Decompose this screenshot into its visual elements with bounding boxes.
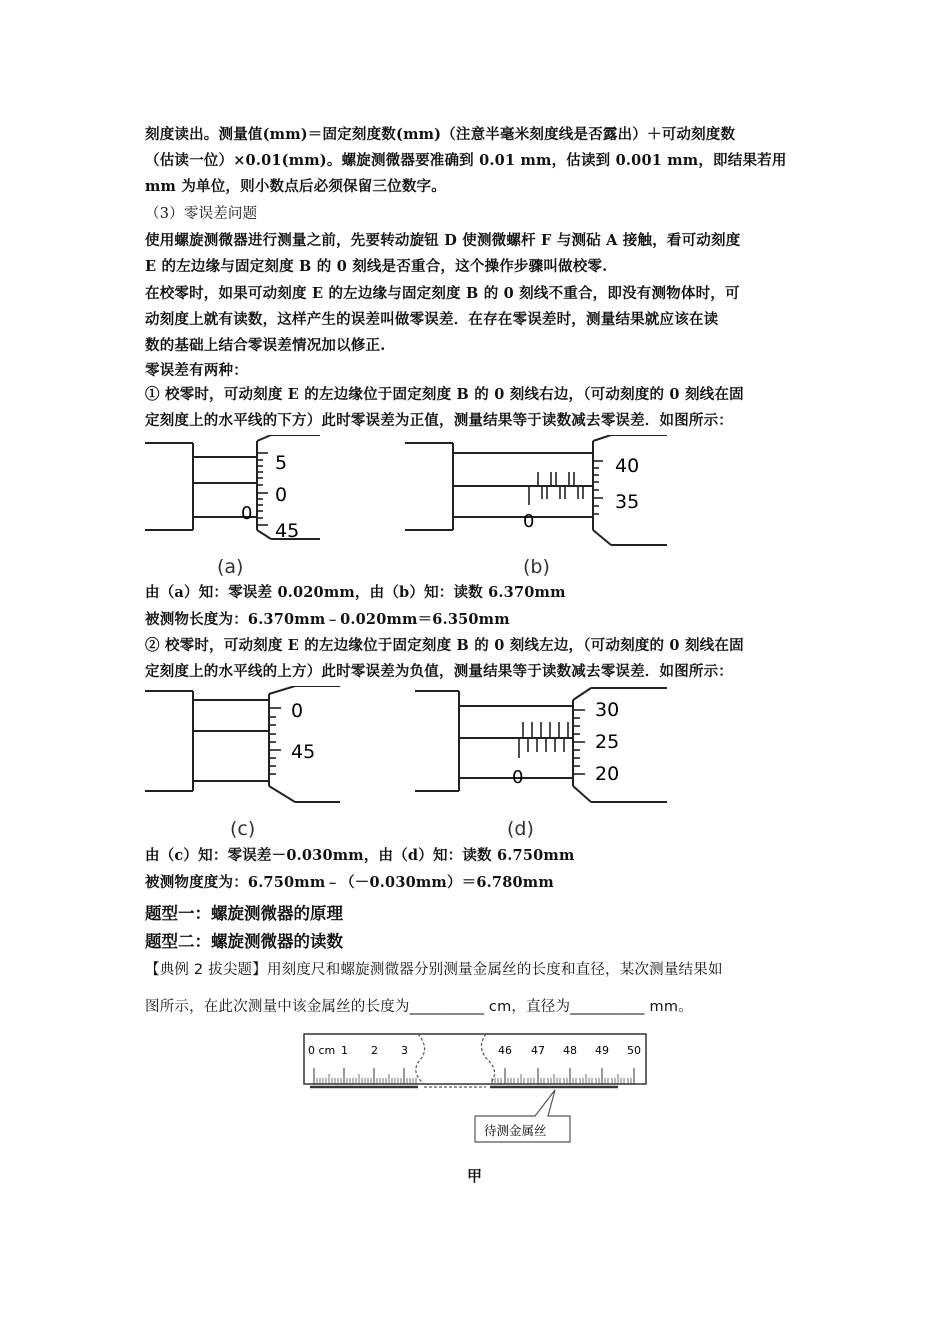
ruler-label-50: 50 [627,1044,641,1057]
fig-a-caption: (a) [217,556,244,578]
ruler-label-48: 48 [563,1044,577,1057]
fig-b-label-35: 35 [615,491,640,513]
case2-line1: ② 校零时，可动刻度 E 的左边缘位于固定刻度 B 的 0 刻线左边，（可动刻度的 0 刻线在固 [145,637,744,654]
fig-c-label-0: 0 [291,700,304,722]
ruler-label-3: 3 [401,1044,408,1057]
ruler-label-1: 1 [341,1044,348,1057]
ruler-label-47: 47 [531,1044,545,1057]
para2-line1: 使用螺旋测微器进行测量之前，先要转动旋钮 D 使测微螺杆 F 与测砧 A 接触，看可动刻度 [145,232,741,249]
micrometer-figure-b [405,435,675,580]
micrometer-figure-d [415,686,675,841]
result1-line2: 被测物长度为：6.370mm﹣0.020mm＝6.350mm [145,611,510,628]
fig-d-caption: (d) [507,818,534,840]
ruler-label-2: 2 [371,1044,378,1057]
para1-line2: （估读一位）×0.01(mm)。螺旋测微器要准确到 0.01 mm，估读到 0.001 mm，即结果若用 [145,152,787,169]
example-line2: 图所示，在此次测量中该金属丝的长度为__________ cm，直径为__________ mm。 [145,999,693,1015]
case1-line2: 定刻度上的水平线的下方）此时零误差为正值，测量结果等于读数减去零误差．如图所示： [145,412,733,429]
para2-line2: E 的左边缘与固定刻度 B 的 0 刻线是否重合，这个操作步骤叫做校零. [145,258,608,275]
para3-line1: 在校零时，如果可动刻度 E 的左边缘与固定刻度 B 的 0 刻线不重合，即没有测物体时，可 [145,285,740,302]
ruler-figure [300,1030,650,1150]
figure-jia-caption: 甲 [467,1167,483,1185]
type2-heading: 题型二：螺旋测微器的读数 [145,932,343,951]
ruler-label-0cm: 0 cm [308,1044,336,1057]
fig-d-fixed-zero: 0 [512,767,524,788]
result2-line1: 由（c）知：零误差－0.030mm，由（d）知：读数 6.750mm [145,847,575,864]
section3-title: （3）零误差问题 [145,206,258,222]
example-line1: 【典例 2 拔尖题】用刻度尺和螺旋测微器分别测量金属丝的长度和直径，某次测量结果如 [145,962,723,978]
para1-line3: mm 为单位，则小数点后必须保留三位数字。 [145,178,446,195]
fig-a-fixed-zero: 0 [241,503,253,524]
ruler-label-49: 49 [595,1044,609,1057]
micrometer-figure-a [145,435,320,580]
fig-d-label-25: 25 [595,731,620,753]
case2-line2: 定刻度上的水平线的上方）此时零误差为负值，测量结果等于读数减去零误差．如图所示： [145,663,733,680]
fig-c-caption: (c) [230,818,256,840]
fig-b-fixed-zero: 0 [523,511,535,532]
ruler-callout: 待测金属丝 [484,1123,547,1138]
fig-d-label-20: 20 [595,763,620,785]
result2-line2: 被测物度度为：6.750mm﹣（－0.030mm）＝6.780mm [145,874,554,891]
fig-a-label-0: 0 [275,484,288,506]
para3-line2: 动刻度上就有读数，这样产生的误差叫做零误差．在存在零误差时，测量结果就应该在读 [145,311,719,328]
ruler-label-46: 46 [498,1044,512,1057]
para1-line1: 刻度读出。测量值(mm)＝固定刻度数(mm)（注意半毫米刻度线是否露出）＋可动刻度数 [145,126,736,143]
fig-b-label-40: 40 [615,455,640,477]
fig-b-caption: (b) [523,556,550,578]
case1-line1: ① 校零时，可动刻度 E 的左边缘位于固定刻度 B 的 0 刻线右边，（可动刻度的 0 刻线在固 [145,386,744,403]
fig-c-label-45: 45 [291,741,316,763]
para3-line3: 数的基础上结合零误差情况加以修正. [145,337,386,354]
result1-line1: 由（a）知：零误差 0.020mm，由（b）知：读数 6.370mm [145,584,566,601]
type1-heading: 题型一：螺旋测微器的原理 [145,904,343,923]
fig-a-label-5: 5 [275,452,288,474]
fig-d-label-30: 30 [595,699,620,721]
micrometer-figure-c [145,686,340,841]
fig-a-label-45: 45 [275,520,300,542]
two-kinds: 零误差有两种： [145,362,248,379]
